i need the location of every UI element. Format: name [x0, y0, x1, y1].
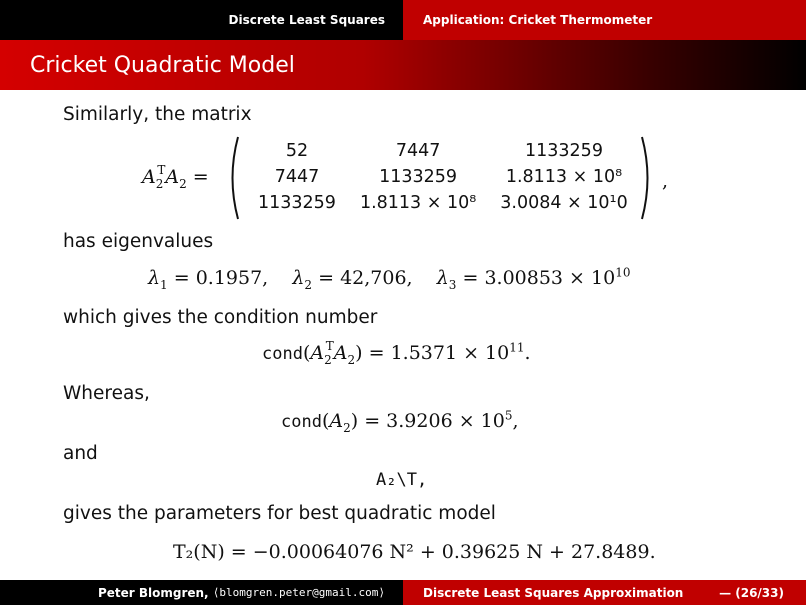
- footer-bar: [0, 580, 806, 605]
- eigenvalue-1: 0.1957: [195, 267, 263, 289]
- lambda-symbol: λ: [292, 267, 305, 289]
- slide-content: [0, 90, 806, 576]
- nav-section-right-label: Application: Cricket Thermometer: [423, 13, 653, 27]
- matrix-cell: 1133259: [525, 141, 603, 161]
- lambda-symbol: λ: [436, 267, 449, 289]
- lambda-symbol: λ: [148, 267, 161, 289]
- cond-function: cond: [281, 412, 322, 432]
- cond-a2: A: [333, 342, 348, 364]
- cond-function: cond: [262, 344, 303, 364]
- cond-a1: A: [310, 342, 325, 364]
- lambda-sub: 2: [304, 277, 313, 292]
- and-text: and: [63, 443, 98, 464]
- matrix-row: [246, 164, 640, 190]
- condition-number-a-exponent: 5: [504, 408, 513, 423]
- eigenvalue-3-exponent: 10: [615, 265, 631, 280]
- cond-a-sub: 2: [343, 420, 351, 435]
- footer-talk-title: Discrete Least Squares Approximation: [423, 585, 684, 600]
- lambda-sub: 3: [448, 277, 457, 292]
- condition-number-ata: 1.5371 × 10: [390, 342, 510, 364]
- matrix-cell: 1.8113 × 10⁸: [505, 167, 623, 187]
- intro-text: Similarly, the matrix: [63, 104, 252, 125]
- footer-author-block: [0, 580, 403, 605]
- frame-title-bar: [0, 40, 806, 90]
- eigenvalues-line: $\lambda_1 = 0.1957$, $\lambda_2 = 42,706$, $\lambda_3 = 3.00853 \times 10^{10}$: [148, 265, 631, 292]
- matrix-cell: 52: [285, 141, 309, 161]
- footer-page-number: — (26/33): [719, 585, 784, 600]
- cond-a1-sub: 2: [324, 352, 332, 367]
- matrix-cell: 3.0084 × 10¹0: [500, 193, 628, 213]
- lhs-equals: =: [186, 166, 209, 188]
- matrix-ata: [226, 136, 669, 220]
- matrix-lhs: [142, 162, 209, 191]
- backslash-command: A₂\T,: [376, 470, 428, 490]
- top-navigation-bar: [0, 0, 806, 40]
- lhs-a1-sup: T: [157, 162, 166, 177]
- cond-a: A: [329, 410, 344, 432]
- frame-title: Cricket Quadratic Model: [30, 52, 295, 78]
- condition-number-a: 3.9206 × 10: [386, 410, 505, 432]
- matrix-cell: 1133259: [258, 193, 336, 213]
- footer-talk-block: [403, 580, 806, 605]
- condition-intro: which gives the condition number: [63, 307, 378, 328]
- cond-a1-sup: T: [325, 338, 334, 353]
- matrix-row: [246, 138, 640, 164]
- matrix-cell: 7447: [274, 167, 320, 187]
- nav-section-discrete-least-squares[interactable]: [0, 0, 403, 40]
- condition-number-ata-exponent: 11: [509, 340, 525, 355]
- matrix-trailing-comma: ,: [662, 170, 669, 192]
- cond-a2-sub: 2: [347, 352, 356, 367]
- nav-section-left-label: Discrete Least Squares: [228, 13, 385, 27]
- matrix-row: [246, 190, 640, 216]
- matrix-cell: 7447: [395, 141, 441, 161]
- lhs-a1-sub: 2: [155, 176, 164, 191]
- lambda-sub: 1: [160, 277, 168, 292]
- matrix-cell: 1133259: [379, 167, 458, 187]
- condition-ata-line: $cond(A_2^TA_2) = 1.5371 \times 10^{11}$.: [262, 338, 531, 367]
- parameters-text: gives the parameters for best quadratic model: [63, 503, 496, 524]
- footer-email: ⟨blomgren.peter@gmail.com⟩: [212, 586, 385, 599]
- quadratic-model-equation: T₂(N) = −0.00064076 N² + 0.39625 N + 27.8489.: [173, 541, 656, 563]
- eigenvalues-intro: has eigenvalues: [63, 231, 214, 252]
- footer-author: Peter Blomgren,: [97, 585, 209, 600]
- right-paren: [640, 136, 654, 220]
- matrix-cell: 1.8113 × 10⁸: [359, 193, 477, 213]
- nav-section-cricket-thermometer[interactable]: [403, 0, 806, 40]
- lhs-a1: A: [142, 166, 156, 188]
- lhs-a2-sub: 2: [179, 176, 187, 191]
- whereas-text: Whereas,: [63, 383, 150, 404]
- eigenvalue-3: 3.00853 × 10: [484, 267, 616, 289]
- eigenvalue-2: 42,706: [340, 267, 407, 289]
- left-paren: [226, 136, 240, 220]
- matrix-table: [246, 138, 640, 216]
- lhs-a2: A: [165, 166, 180, 188]
- condition-a-line: $cond(A_2) = 3.9206 \times 10^5$,: [281, 408, 519, 435]
